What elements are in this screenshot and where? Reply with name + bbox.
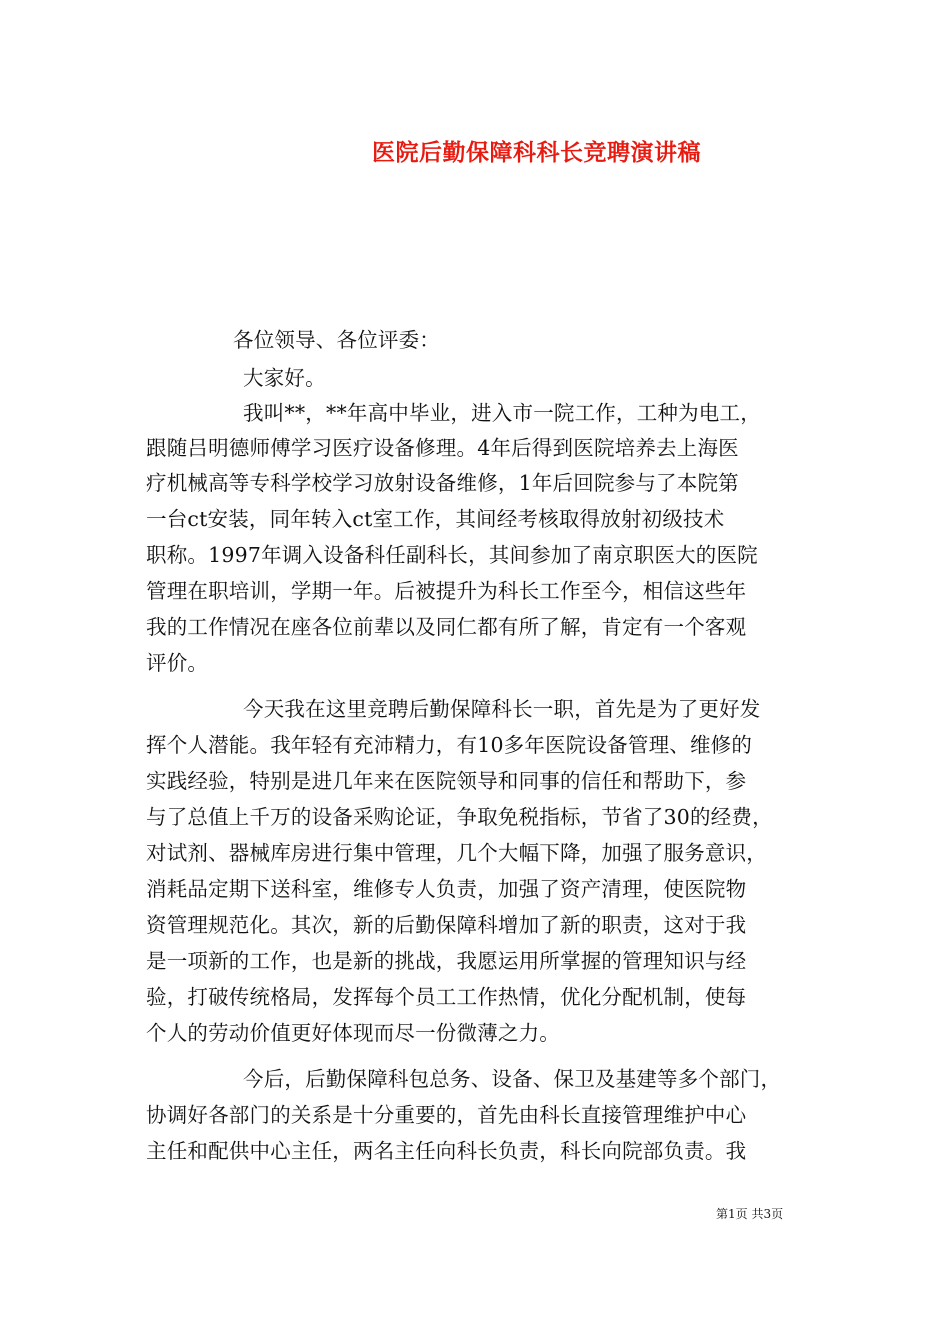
body-line: 一台ct安装，同年转入ct室工作，其间经考核取得放射初级技术 bbox=[146, 507, 725, 531]
body-line: 疗机械高等专科学校学习放射设备维修，1年后回院参与了本院第 bbox=[146, 471, 739, 495]
body-line: 与了总值上千万的设备采购论证，争取免税指标，节省了30的经费， bbox=[146, 805, 773, 829]
body-line: 资管理规范化。其次，新的后勤保障科增加了新的职责，这对于我 bbox=[146, 913, 747, 937]
body-line: 验，打破传统格局，发挥每个员工工作热情，优化分配机制，使每 bbox=[146, 985, 747, 1009]
body-line: 协调好各部门的关系是十分重要的，首先由科长直接管理维护中心 bbox=[146, 1103, 747, 1127]
body-line: 消耗品定期下送科室，维修专人负责，加强了资产清理，使医院物 bbox=[146, 877, 747, 901]
body-line: 是一项新的工作，也是新的挑战，我愿运用所掌握的管理知识与经 bbox=[146, 949, 747, 973]
page-number-footer: 第1页 共3页 bbox=[716, 1207, 784, 1221]
body-line: 职称。1997年调入设备科任副科长，其间参加了南京职医大的医院 bbox=[146, 543, 758, 567]
body-line: 评价。 bbox=[146, 651, 209, 675]
salutation: 各位领导、各位评委： bbox=[233, 328, 440, 352]
body-line: 主任和配供中心主任，两名主任向科长负责，科长向院部负责。我 bbox=[146, 1139, 747, 1163]
body-line: 今后，后勤保障科包总务、设备、保卫及基建等多个部门， bbox=[243, 1067, 782, 1091]
body-line: 今天我在这里竞聘后勤保障科长一职，首先是为了更好发 bbox=[243, 697, 761, 721]
body-line: 管理在职培训，学期一年。后被提升为科长工作至今，相信这些年 bbox=[146, 579, 747, 603]
body-line: 我的工作情况在座各位前辈以及同仁都有所了解，肯定有一个客观 bbox=[146, 615, 747, 639]
greeting: 大家好。 bbox=[243, 366, 326, 390]
body-line: 个人的劳动价值更好体现而尽一份微薄之力。 bbox=[146, 1021, 560, 1045]
body-line: 挥个人潜能。我年轻有充沛精力，有10多年医院设备管理、维修的 bbox=[146, 733, 753, 757]
body-line: 实践经验，特别是进几年来在医院领导和同事的信任和帮助下，参 bbox=[146, 769, 747, 793]
body-line: 我叫**，**年高中毕业，进入市一院工作，工种为电工， bbox=[243, 401, 761, 425]
body-line: 跟随吕明德师傅学习医疗设备修理。4年后得到医院培养去上海医 bbox=[146, 436, 739, 460]
document-title: 医院后勤保障科科长竞聘演讲稿 bbox=[372, 139, 701, 166]
body-line: 对试剂、器械库房进行集中管理，几个大幅下降，加强了服务意识， bbox=[146, 841, 767, 865]
